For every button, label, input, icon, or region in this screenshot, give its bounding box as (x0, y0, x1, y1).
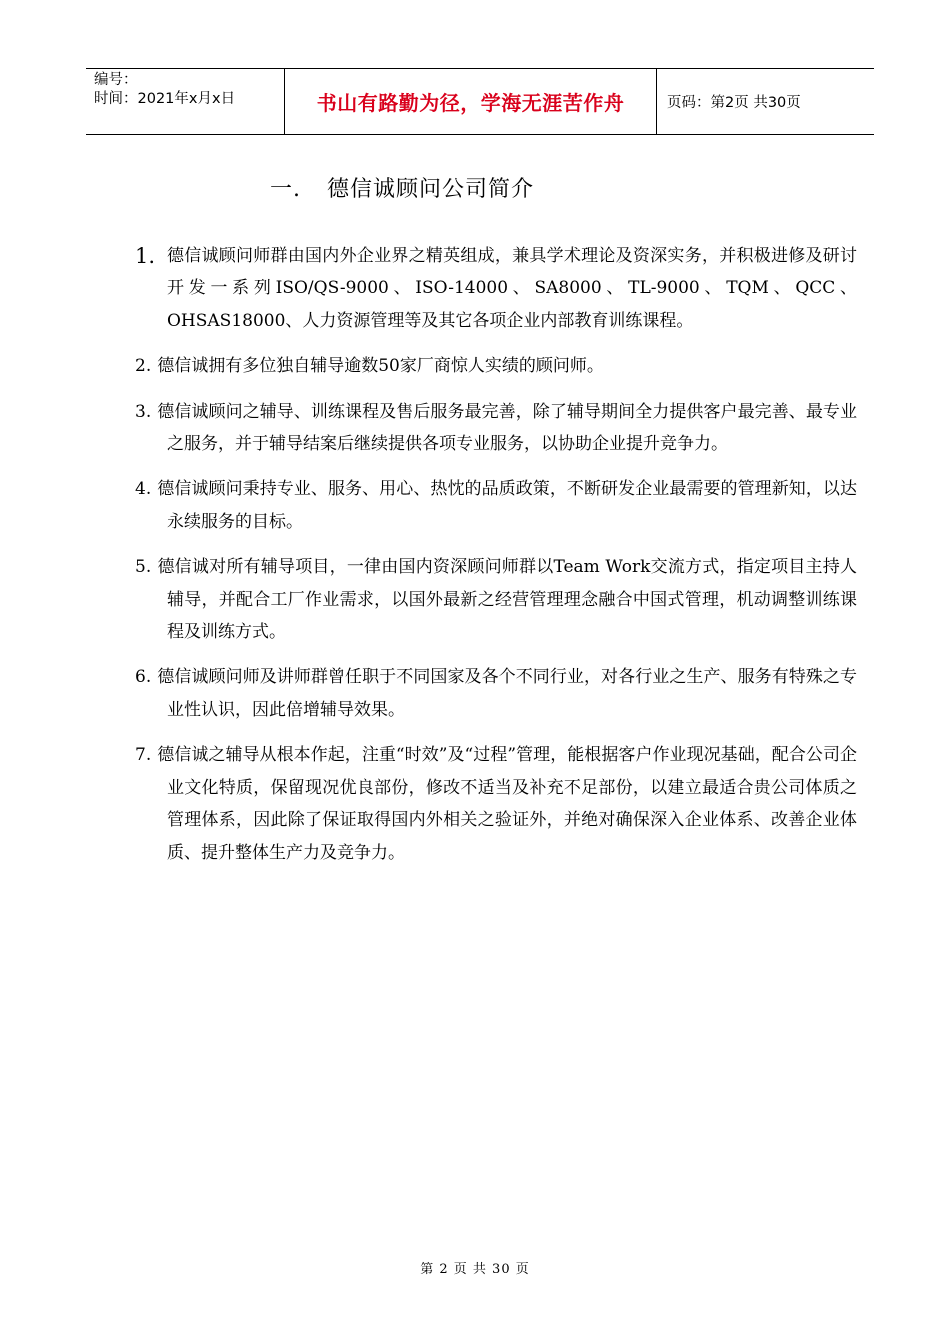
list-item-number: 7. (135, 745, 152, 766)
list-item-number: 5. (135, 557, 152, 578)
list-item-text: 德信诚顾问师群由国内外企业界之精英组成，兼具学术理论及资深实务，并积极进修及研讨开发一系列ISO/QS-9000、ISO-14000、SA8000、TL-9000、TQM、QCC、OHSAS18000、人力资源管理等及其它各项企业内部教育训练课程。 (167, 246, 857, 331)
list-item-text: 德信诚之辅导从根本作起，注重“时效”及“过程”管理，能根据客户作业现况基础，配合公司企业文化特质，保留现况优良部份，修改不适当及补充不足部份，以建立最适合贵公司体质之管理体系，因此除了保证取得国内外相关之验证外，并绝对确保深入企业体系、改善企业体质、提升整体生产力及竞争力。 (157, 745, 857, 863)
document-time-label: 时间：2021年x月x日 (94, 91, 236, 107)
list-item-text: 德信诚拥有多位独自辅导逾数50家厂商惊人实绩的顾问师。 (157, 356, 604, 377)
list-item-number: 6. (135, 667, 152, 688)
page-footer: 第 2 页 共 30 页 (420, 1262, 530, 1277)
section-title-text: 德信诚顾问公司简介 (327, 177, 535, 202)
list-item-text: 德信诚顾问之辅导、训练课程及售后服务最完善，除了辅导期间全力提供客户最完善、最专业之服务，并于辅导结案后继续提供各项专业服务，以协助企业提升竞争力。 (157, 401, 857, 455)
list-item (135, 551, 857, 648)
list-item-number: 2. (135, 356, 152, 377)
header-meta (86, 69, 285, 134)
list-item-text: 德信诚顾问秉持专业、服务、用心、热忱的品质政策，不断研发企业最需要的管理新知，以达永续服务的目标。 (157, 479, 857, 532)
list-item-number: 3. (135, 401, 152, 422)
list-item (135, 396, 857, 461)
list-item (135, 350, 857, 382)
document-number-label: 编号： (94, 72, 138, 88)
section-number: 一. (270, 177, 301, 202)
list-item (135, 661, 857, 726)
page-header (86, 68, 874, 135)
company-intro-list (135, 240, 857, 882)
list-item-text: 德信诚对所有辅导项目，一律由国内资深顾问师群以Team Work交流方式，指定项目主持人辅导，并配合工厂作业需求，以国外最新之经营管理理念融合中国式管理，机动调整训练课程及训练方式。 (157, 557, 857, 643)
list-item-number: 4. (135, 479, 152, 500)
list-item (135, 473, 857, 538)
list-item-text: 德信诚顾问师及讲师群曾任职于不同国家及各个不同行业，对各行业之生产、服务有特殊之专业性认识，因此倍增辅导效果。 (157, 667, 857, 720)
header-motto: 书山有路勤为径，学海无涯苦作舟 (285, 69, 657, 134)
header-page-number: 页码：第2页 共30页 (667, 95, 801, 111)
section-title (270, 172, 534, 203)
list-item (135, 240, 857, 337)
list-item-number: 1. (135, 244, 156, 268)
list-item (135, 739, 857, 869)
